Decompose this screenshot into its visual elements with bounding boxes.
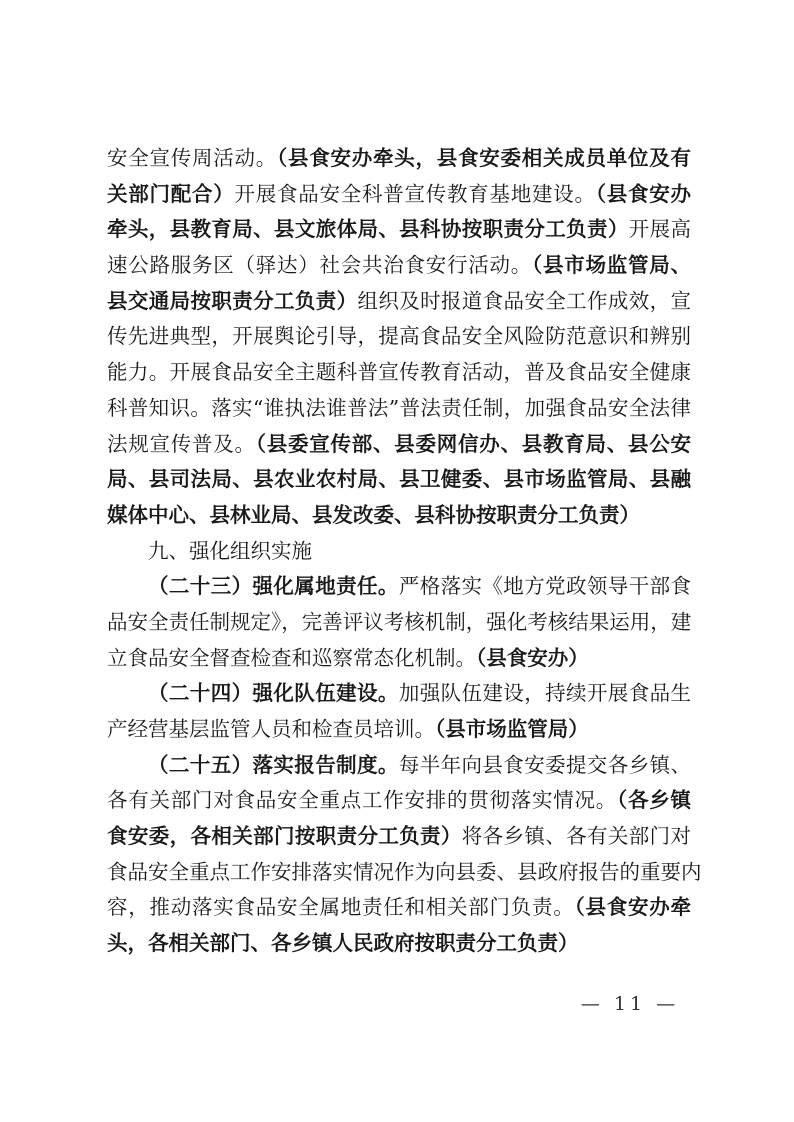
text-line xyxy=(107,177,691,213)
responsible-units: 食安委，各相关部门按职责分工负责） xyxy=(107,824,462,849)
text-line xyxy=(107,427,691,463)
text-segment: 严格落实《地方党政领导干部食 xyxy=(398,574,692,599)
responsible-units: 头，各相关部门、各乡镇人民政府按职责分工负责） xyxy=(107,931,579,956)
text-segment: 品安全责任制规定》，完善评议考核机制，强化考核结果运用，建 xyxy=(107,609,692,634)
text-line xyxy=(107,498,691,534)
text-segment: 开展食品安全科普宣传教育基地建设。 xyxy=(234,181,596,206)
responsible-units: 局、县司法局、县农业农村局、县卫健委、县市场监管局、县融 xyxy=(107,467,691,492)
text-line xyxy=(107,534,691,570)
text-segment: 法规宣传普及。 xyxy=(107,431,256,456)
text-line xyxy=(107,855,702,891)
text-line xyxy=(107,391,691,427)
text-line xyxy=(107,212,691,248)
text-segment: 加强队伍建设，持续开展食品生 xyxy=(398,681,692,706)
text-segment: 每半年向县食安委提交各乡镇、 xyxy=(398,752,692,777)
text-segment: 立食品安全督查检查和巡察常态化机制。 xyxy=(107,645,476,670)
body-text xyxy=(107,141,702,962)
text-segment: 食品安全重点工作安排落实情况作为向县委、县政府报告的重要内 xyxy=(107,859,702,884)
text-line xyxy=(107,748,691,784)
text-line xyxy=(107,141,691,177)
text-segment: 安全宣传周活动。 xyxy=(107,146,277,170)
text-segment: 速公路服务区（驿达）社会共治食安行活动。 xyxy=(107,253,532,278)
responsible-units: 县交通局按职责分工负责） xyxy=(107,288,358,313)
text-line xyxy=(107,819,691,855)
text-segment: 将各乡镇、各有关部门对 xyxy=(461,824,692,849)
responsible-units: （二十三）强化属地责任。 xyxy=(148,574,399,599)
text-line xyxy=(107,569,691,605)
text-line xyxy=(107,890,691,926)
text-line xyxy=(107,284,691,320)
text-segment: 产经营基层监管人员和检查员培训。 xyxy=(107,717,435,741)
responsible-units: 关部门配合） xyxy=(107,181,235,206)
text-line xyxy=(107,712,691,748)
responsible-units: （县市场监管局、 xyxy=(532,253,691,278)
text-line xyxy=(107,783,691,819)
responsible-units: （县委宣传部、县委网信办、县教育局、县公安 xyxy=(255,431,691,456)
text-segment: 各有关部门对食品安全重点工作安排的贯彻落实情况。 xyxy=(107,788,617,813)
responsible-units: （县食安办 xyxy=(595,181,691,206)
text-line xyxy=(107,926,691,962)
responsible-units: （县食安办） xyxy=(476,645,589,670)
text-line xyxy=(107,462,691,498)
text-segment: 能力。开展食品安全主题科普宣传教育活动，普及食品安全健康 xyxy=(107,360,691,385)
text-line xyxy=(107,248,691,284)
text-segment: 容，推动落实食品安全属地责任和相关部门负责。 xyxy=(107,895,575,920)
section-heading: 九、强化组织实施 xyxy=(148,538,312,563)
responsible-units: （二十五）落实报告制度。 xyxy=(148,752,399,777)
responsible-units: （县食安办牵头，县食安委相关成员单位及有 xyxy=(277,146,691,170)
text-line xyxy=(107,641,691,677)
text-line xyxy=(107,355,691,391)
responsible-units: （县市场监管局） xyxy=(435,717,589,741)
text-segment: 组织及时报道食品安全工作成效，宣 xyxy=(357,288,692,313)
responsible-units: （县食安办牵 xyxy=(574,895,691,920)
responsible-units: 牵头，县教育局、县文旅体局、县科协按职责分工负责） xyxy=(107,217,629,242)
text-line xyxy=(107,319,691,355)
text-segment: 开展高 xyxy=(628,217,692,242)
text-segment: 传先进典型，开展舆论引导，提高食品安全风险防范意识和辨别 xyxy=(107,324,691,349)
text-segment: 科普知识。落实“谁执法谁普法”普法责任制，加强食品安全法律 xyxy=(107,395,691,420)
text-line xyxy=(107,676,691,712)
page-number: — 11 — xyxy=(580,993,680,1015)
text-line xyxy=(107,605,691,641)
responsible-units: 媒体中心、县林业局、县发改委、县科协按职责分工负责） xyxy=(107,502,640,527)
responsible-units: （二十四）强化队伍建设。 xyxy=(148,681,399,706)
responsible-units: （各乡镇 xyxy=(617,788,691,813)
